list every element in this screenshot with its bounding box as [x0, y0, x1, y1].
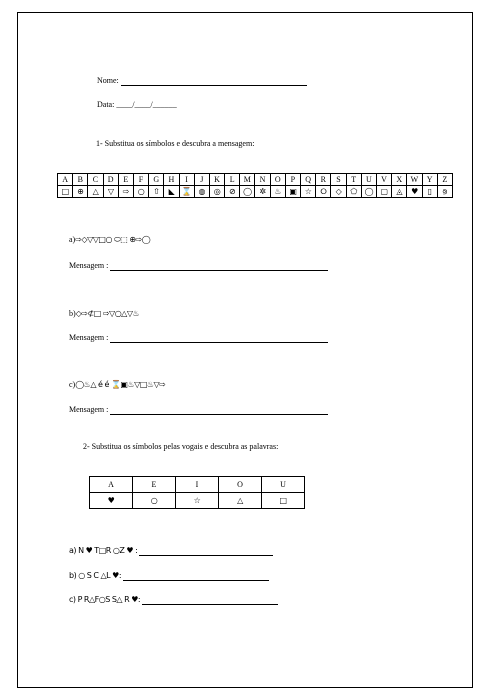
cipher-symbol-2: △ — [88, 186, 103, 198]
name-field[interactable] — [121, 77, 307, 86]
item-a-answer-label: Mensagem : — [69, 261, 109, 270]
item-b — [69, 309, 139, 319]
name-row — [97, 76, 307, 86]
cipher-symbol-11: ⊘ — [225, 186, 240, 198]
cipher-symbol-6: ⇧ — [149, 186, 164, 198]
cipher-symbol-19: ⬠ — [346, 186, 361, 198]
cipher-symbol-12: ◯ — [240, 186, 255, 198]
item-b-answer — [69, 333, 328, 343]
cipher-letter-23: W — [407, 174, 422, 186]
item-b-label: b) — [69, 309, 76, 318]
cipher-symbol-4: ⇨ — [118, 186, 133, 198]
item-c-answer — [69, 405, 328, 415]
cipher-symbol-14: ♨ — [270, 186, 285, 198]
cipher-symbol-3: ▽ — [103, 186, 118, 198]
vowel-letters-row — [90, 477, 305, 493]
cipher-letter-10: K — [209, 174, 224, 186]
item-a-code: ⇨◇▽▽□○ ⬭⬚ ⊕⇨◯ — [75, 235, 151, 244]
cipher-letter-13: N — [255, 174, 270, 186]
cipher-symbol-21: ▢ — [376, 186, 391, 198]
vowel-symbols-row — [90, 493, 305, 509]
word-b-label: b) ○ S C △L ♥: — [69, 571, 122, 580]
cipher-letter-5: F — [133, 174, 148, 186]
cipher-letters-row — [58, 174, 453, 186]
vowel-letter-4: U — [262, 477, 305, 493]
word-a — [69, 546, 273, 556]
cipher-symbol-10: ◎ — [209, 186, 224, 198]
word-a-label: a) N ♥ T□R ○Z ♥ : — [69, 546, 138, 555]
cipher-letter-2: C — [88, 174, 103, 186]
vowel-letter-0: A — [90, 477, 133, 493]
vowel-symbol-1: ○ — [133, 493, 176, 509]
vowel-letter-1: E — [133, 477, 176, 493]
cipher-symbol-5: ○ — [133, 186, 148, 198]
item-a-label: a) — [69, 235, 76, 244]
cipher-letter-6: G — [149, 174, 164, 186]
cipher-symbol-7: ◣ — [164, 186, 179, 198]
cipher-symbols-row — [58, 186, 453, 198]
cipher-letter-12: M — [240, 174, 255, 186]
item-b-answer-line[interactable] — [110, 334, 328, 343]
cipher-symbol-22: ◬ — [392, 186, 407, 198]
item-c-answer-line[interactable] — [110, 406, 328, 415]
item-c-answer-label: Mensagem : — [69, 405, 109, 414]
item-a-answer-line[interactable] — [110, 262, 328, 271]
vowel-letter-3: O — [219, 477, 262, 493]
cipher-letter-22: X — [392, 174, 407, 186]
item-a-answer — [69, 261, 328, 271]
cipher-symbol-8: ⌛ — [179, 186, 194, 198]
cipher-letter-17: R — [316, 174, 331, 186]
word-c-answer-line[interactable] — [142, 596, 278, 605]
cipher-symbol-18: ◇ — [331, 186, 346, 198]
item-b-code: ◇⇨⊄□ ⇨▽○△▽♨ — [75, 309, 140, 318]
word-c-label: c) P R△F○S S△ R ♥: — [69, 595, 141, 604]
cipher-letter-0: A — [58, 174, 73, 186]
exercise2-title: 2- Substitua os símbolos pelas vogais e descubra as palavras: — [83, 442, 279, 451]
vowels-table — [89, 476, 305, 509]
cipher-letter-16: Q — [301, 174, 316, 186]
cipher-symbol-17: ⭘ — [316, 186, 331, 198]
cipher-table — [57, 173, 453, 198]
cipher-letter-8: I — [179, 174, 194, 186]
item-c-label: c) — [69, 380, 76, 389]
cipher-letter-9: J — [194, 174, 209, 186]
word-c — [69, 595, 278, 605]
cipher-letter-19: T — [346, 174, 361, 186]
cipher-letter-20: U — [361, 174, 376, 186]
cipher-letter-21: V — [376, 174, 391, 186]
cipher-letter-24: Y — [422, 174, 437, 186]
cipher-letter-3: D — [103, 174, 118, 186]
word-a-answer-line[interactable] — [139, 547, 273, 556]
cipher-symbol-16: ☆ — [301, 186, 316, 198]
cipher-letter-4: E — [118, 174, 133, 186]
cipher-letter-15: P — [285, 174, 300, 186]
cipher-symbol-24: ▯ — [422, 186, 437, 198]
cipher-symbol-9: ◍ — [194, 186, 209, 198]
cipher-symbol-13: ✲ — [255, 186, 270, 198]
cipher-letter-11: L — [225, 174, 240, 186]
cipher-letter-1: B — [73, 174, 88, 186]
vowel-symbol-3: △ — [219, 493, 262, 509]
exercise1-title: 1- Substitua os símbolos e descubra a mensagem: — [96, 139, 255, 148]
item-c — [69, 380, 165, 390]
vowel-symbol-4: □ — [262, 493, 305, 509]
word-b-answer-line[interactable] — [123, 572, 269, 581]
cipher-symbol-25: ⟄ — [437, 186, 452, 198]
cipher-symbol-20: ◯ — [361, 186, 376, 198]
cipher-symbol-1: ⊕ — [73, 186, 88, 198]
cipher-symbol-0: □ — [58, 186, 73, 198]
vowel-letter-2: I — [176, 477, 219, 493]
cipher-letter-18: S — [331, 174, 346, 186]
date-label[interactable]: Data: ____/____/______ — [97, 100, 177, 109]
item-a — [69, 235, 150, 245]
vowel-symbol-0: ♥ — [90, 493, 133, 509]
page-border — [17, 12, 473, 688]
cipher-letter-7: H — [164, 174, 179, 186]
name-label: Nome: — [97, 76, 119, 85]
item-b-answer-label: Mensagem : — [69, 333, 109, 342]
item-c-code: ◯♨△ é é ⌛▣♨▽□♨▽⇨ — [75, 380, 166, 389]
vowel-symbol-2: ☆ — [176, 493, 219, 509]
cipher-letter-14: O — [270, 174, 285, 186]
cipher-symbol-23: ♥ — [407, 186, 422, 198]
cipher-letter-25: Z — [437, 174, 452, 186]
word-b — [69, 571, 269, 581]
cipher-symbol-15: ▣ — [285, 186, 300, 198]
